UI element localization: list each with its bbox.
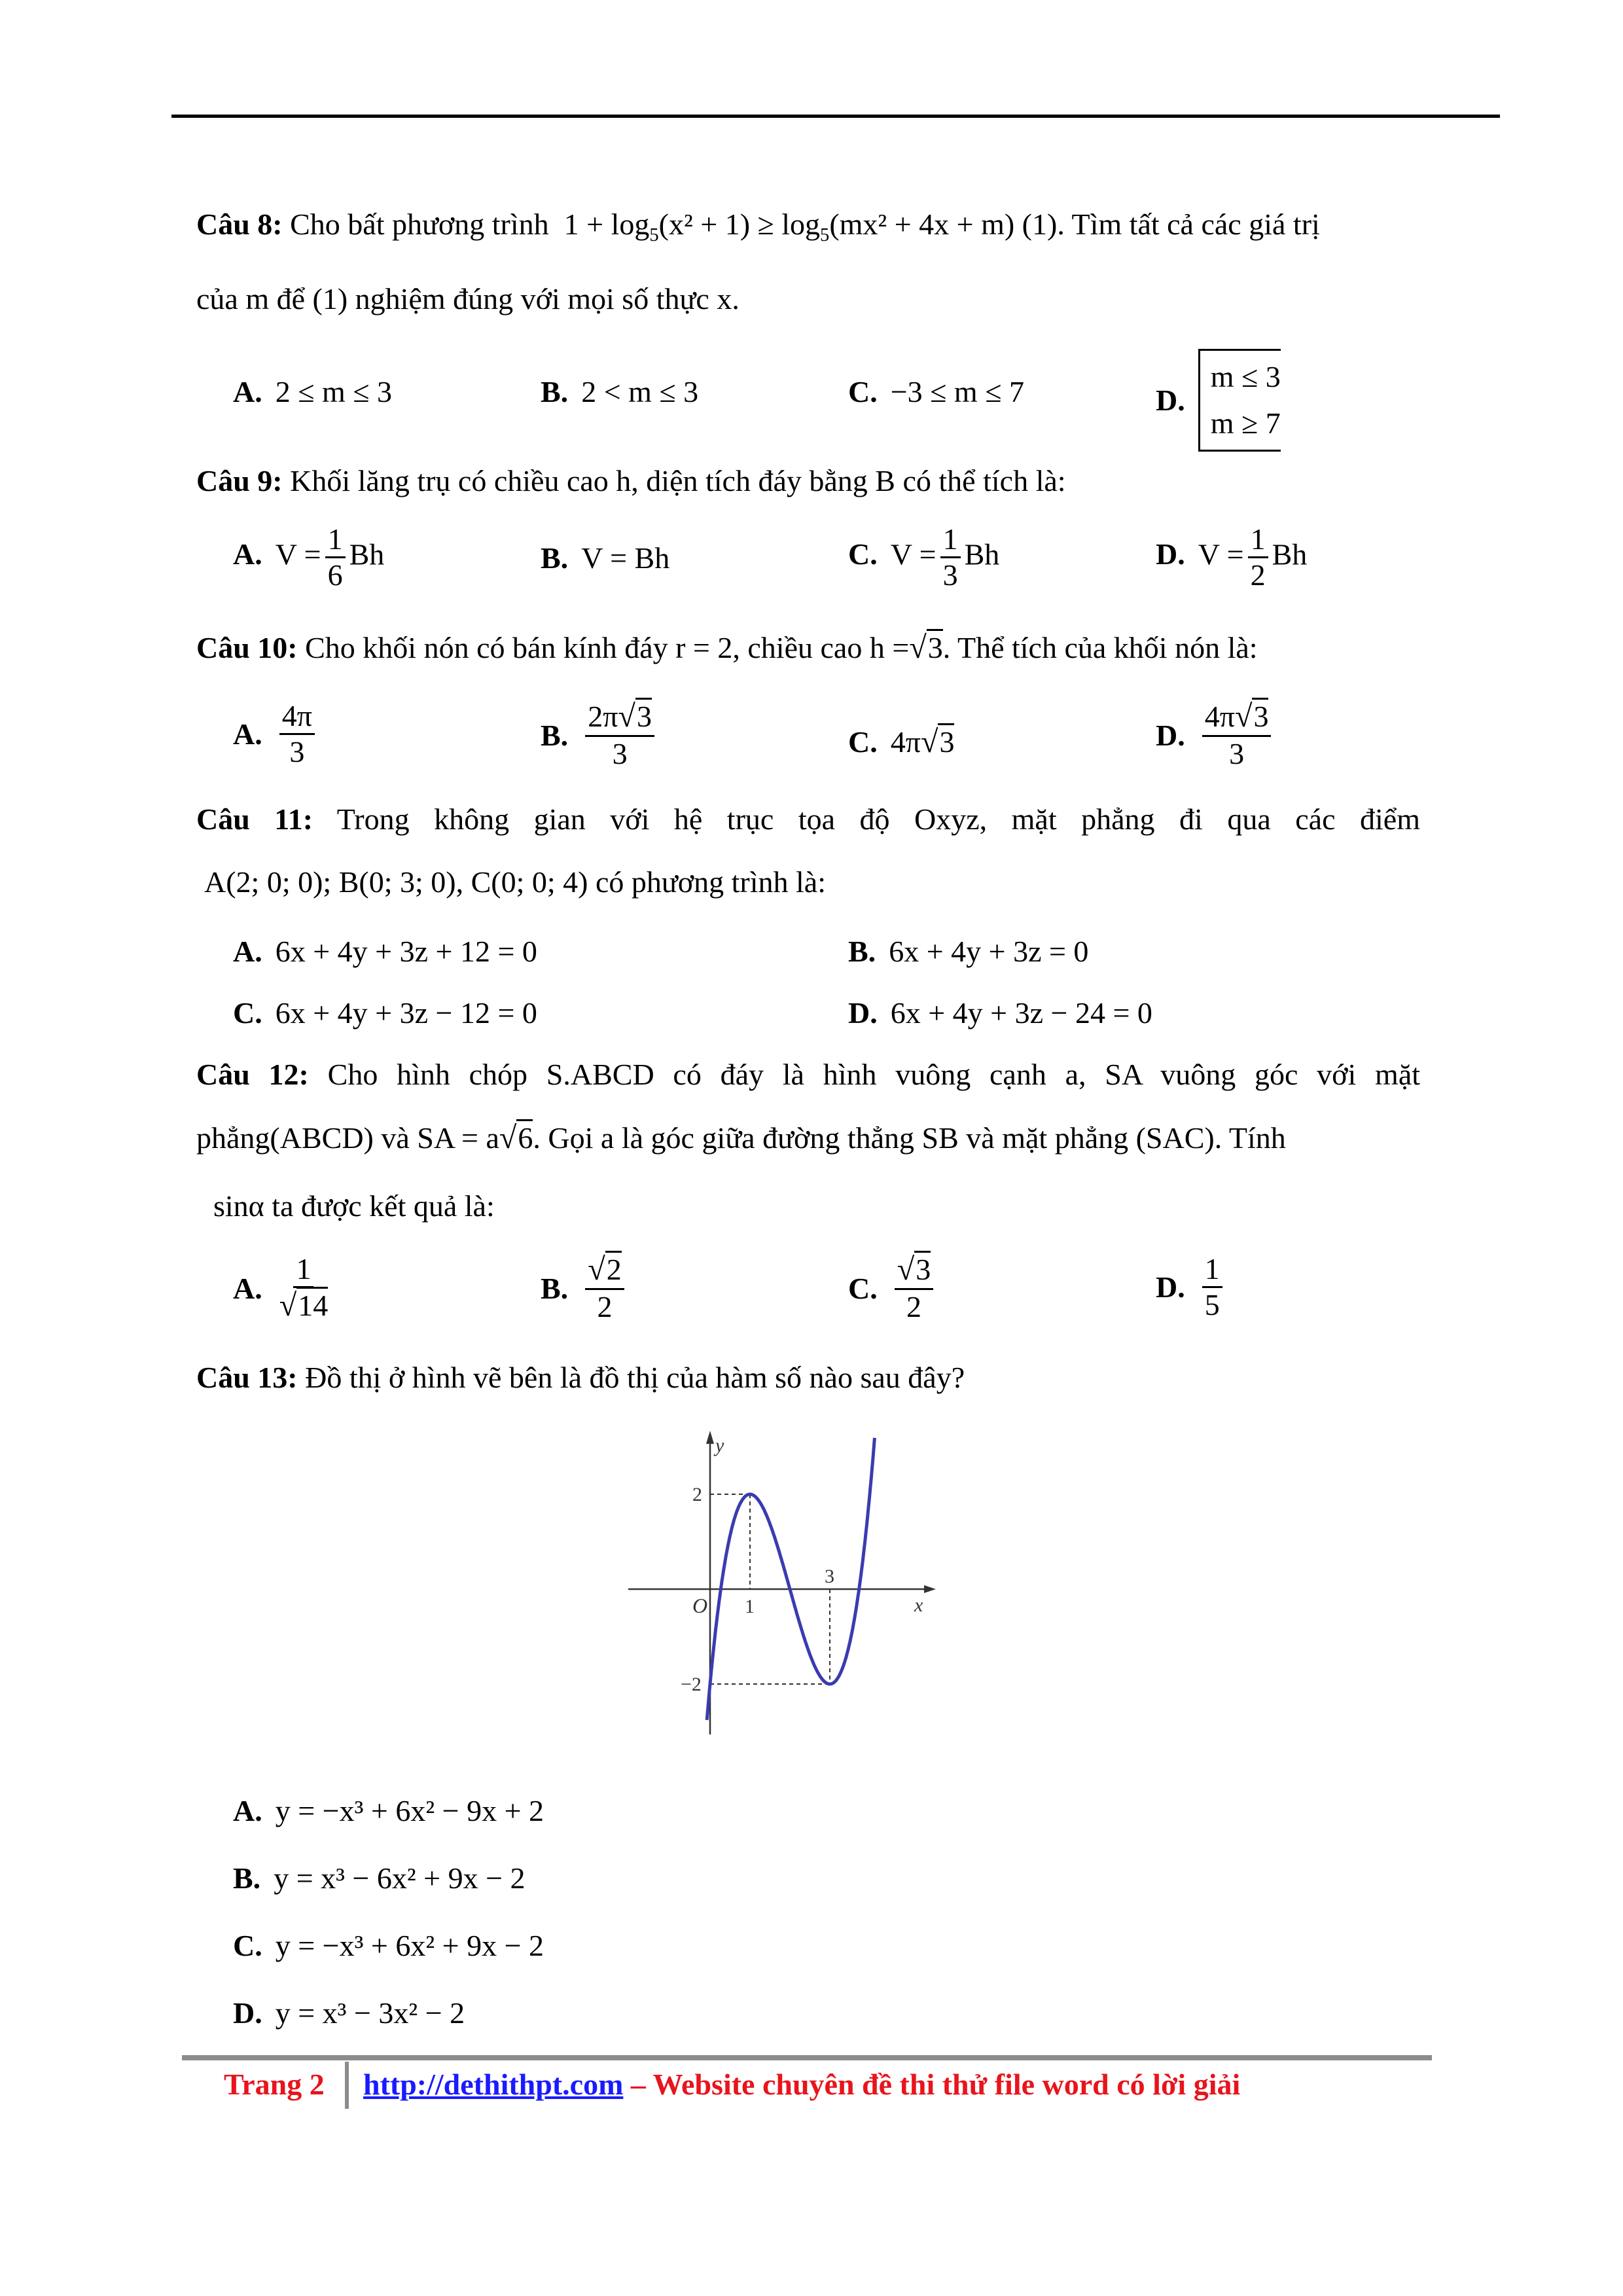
q13-option-b[interactable]: [233, 1861, 526, 1895]
function-graph: [628, 1427, 942, 1741]
q11-option-d-label: D.: [848, 996, 878, 1030]
q10-text2: . Thể tích của khối nón là:: [942, 631, 1258, 664]
q9-option-d-den: 2: [1250, 558, 1266, 592]
q11-option-a-label: A.: [233, 935, 262, 968]
radical-sign: √: [618, 699, 635, 734]
q13-option-d-value: y = x³ − 3x² − 2: [275, 1996, 465, 2030]
q10-option-c-rad: 3: [938, 723, 954, 759]
q9-option-a-pre: V =: [275, 537, 321, 571]
q9-option-a[interactable]: [233, 524, 384, 592]
q13-text: Đồ thị ở hình vẽ bên là đồ thị của hàm số nào sau đây?: [305, 1361, 965, 1394]
tick-y2: 2: [692, 1484, 702, 1505]
function-curve: [707, 1438, 874, 1720]
q11-option-d-value: 6x + 4y + 3z − 24 = 0: [890, 996, 1152, 1030]
q8-option-d[interactable]: [1156, 349, 1281, 452]
q10-line1: [196, 630, 1258, 665]
q12-option-b[interactable]: [541, 1253, 628, 1323]
q9-option-c-pre: V =: [890, 537, 936, 571]
q12-label: Câu 12:: [196, 1058, 309, 1091]
q8-line1: [196, 208, 1320, 245]
footer-page-label: Trang 2: [224, 2068, 325, 2101]
q10-label: Câu 10:: [196, 631, 298, 664]
footer-tagline: – Website chuyên đề thi thử file word có lời giải: [623, 2068, 1241, 2101]
q12-option-c-den: 2: [906, 1289, 921, 1323]
q13-option-d[interactable]: [233, 1996, 465, 2030]
q12-line3: sinα ta được kết quả là:: [213, 1189, 495, 1223]
q8-option-a-value: 2 ≤ m ≤ 3: [275, 375, 393, 408]
q11-line2: A(2; 0; 0); B(0; 3; 0), C(0; 0; 4) có phương trình là:: [204, 865, 826, 899]
q9-option-c-den: 3: [942, 558, 958, 592]
q10-option-d-label: D.: [1156, 718, 1185, 752]
q12-option-b-num-rad: 2: [605, 1251, 622, 1286]
q8-arg1: (x² + 1) ≥ log: [658, 207, 821, 241]
q11-text1: Trong không gian với hệ trục tọa độ Oxyz, mặt phẳng đi qua các điểm: [336, 802, 1420, 836]
q12-option-d-label: D.: [1156, 1270, 1185, 1304]
x-axis-label: x: [914, 1594, 923, 1616]
q13-option-a-label: A.: [233, 1794, 262, 1827]
q10-option-d-num-rad: 3: [1252, 698, 1268, 733]
q9-option-d-label: D.: [1156, 537, 1185, 571]
q8-base1: 5: [649, 224, 659, 245]
q8-arg2: (mx² + 4x + m) (1).: [829, 207, 1065, 241]
q9-option-d-num: 1: [1248, 524, 1268, 558]
q13-line1: [196, 1361, 965, 1395]
tick-ym2: −2: [681, 1674, 702, 1695]
q9-text: Khối lăng trụ có chiều cao h, diện tích đáy bằng B có thể tích là:: [290, 464, 1066, 497]
q11-option-d[interactable]: [848, 996, 1152, 1030]
q12-line1: [196, 1058, 1420, 1092]
q10-option-d[interactable]: [1156, 700, 1275, 770]
footer-rule: [182, 2055, 1432, 2060]
q9-option-d-pre: V =: [1198, 537, 1244, 571]
q8-option-d-value1: m ≤ 3: [1210, 360, 1281, 393]
q8-text2: Tìm tất cả các giá trị: [1071, 207, 1320, 241]
q10-option-b-num-rad: 3: [635, 698, 652, 733]
q9-option-b-value: V = Bh: [581, 541, 670, 575]
q8-option-b-value: 2 < m ≤ 3: [581, 375, 699, 408]
q12-option-c-num-rad: 3: [914, 1251, 931, 1286]
q10-option-c[interactable]: [848, 724, 954, 760]
q11-option-c[interactable]: [233, 996, 537, 1030]
q12-option-b-label: B.: [541, 1271, 569, 1305]
q11-option-c-label: C.: [233, 996, 262, 1030]
header-rule: [171, 115, 1500, 118]
radical-sign: √: [279, 1288, 297, 1323]
radical-sign: √: [909, 630, 927, 665]
q8-option-a[interactable]: [233, 374, 392, 409]
origin-label: O: [692, 1594, 708, 1617]
q9-option-c-label: C.: [848, 537, 878, 571]
q12-option-d-fraction: [1202, 1253, 1222, 1321]
q13-option-c-label: C.: [233, 1929, 262, 1962]
q8-option-d-value2: m ≥ 7: [1210, 406, 1281, 440]
q8-option-b-label: B.: [541, 375, 569, 408]
q10-option-c-label: C.: [848, 725, 878, 759]
q9-option-a-num: 1: [325, 524, 346, 558]
q13-option-a-value: y = −x³ + 6x² − 9x + 2: [275, 1794, 544, 1827]
q8-option-a-label: A.: [233, 375, 262, 408]
q12-text1: Cho hình chóp S.ABCD có đáy là hình vuông cạnh a, SA vuông góc với mặt: [327, 1058, 1421, 1091]
q9-option-a-label: A.: [233, 537, 262, 571]
q12-option-a-num: 1: [293, 1253, 313, 1288]
q9-option-c[interactable]: [848, 524, 999, 592]
q9-option-a-fraction: [325, 524, 346, 592]
q11-option-a-value: 6x + 4y + 3z + 12 = 0: [275, 935, 537, 968]
q13-option-c-value: y = −x³ + 6x² + 9x − 2: [275, 1929, 544, 1962]
y-axis-arrow: [706, 1431, 714, 1444]
q9-option-d-fraction: [1248, 524, 1268, 592]
q11-option-b-value: 6x + 4y + 3z = 0: [889, 935, 1089, 968]
q8-option-c[interactable]: [848, 374, 1024, 409]
q11-label: Câu 11:: [196, 802, 313, 836]
q10-option-d-den: 3: [1229, 736, 1245, 770]
q11-line1: [196, 803, 1420, 836]
q10-option-b-num: [585, 700, 654, 737]
q10-option-d-num: [1202, 700, 1272, 737]
q9-option-d-post: Bh: [1272, 537, 1308, 571]
q10-option-a-num: 4π: [279, 700, 315, 735]
q13-option-c[interactable]: [233, 1928, 544, 1963]
q10-option-b-fraction: [585, 700, 654, 770]
q10-option-b-label: B.: [541, 718, 569, 752]
q10-text1: Cho khối nón có bán kính đáy r = 2, chiều cao h =: [305, 631, 910, 664]
footer-separator: [345, 2062, 349, 2109]
q9-option-b-label: B.: [541, 541, 569, 575]
q9-option-c-fraction: [940, 524, 961, 592]
q12-option-a[interactable]: [233, 1253, 332, 1323]
q13-option-d-label: D.: [233, 1996, 262, 2030]
q10-option-b[interactable]: [541, 700, 658, 770]
q12-rad: 6: [516, 1119, 533, 1155]
radical-sign: √: [1234, 699, 1253, 734]
q13-option-b-value: y = x³ − 6x² + 9x − 2: [274, 1861, 526, 1895]
q13-option-a[interactable]: [233, 1793, 544, 1828]
q10-option-d-fraction: [1202, 700, 1272, 770]
q10-option-a[interactable]: [233, 700, 319, 768]
q9-line1: [196, 465, 1066, 498]
q12-option-a-den: [279, 1288, 329, 1323]
footer-link[interactable]: http://dethithpt.com: [363, 2068, 624, 2101]
q8-line2: của m để (1) nghiệm đúng với mọi số thực x.: [196, 282, 740, 315]
q11-option-b[interactable]: [848, 934, 1088, 969]
q12-option-a-label: A.: [233, 1271, 262, 1305]
q13-option-b-label: B.: [233, 1861, 261, 1895]
q13-label: Câu 13:: [196, 1361, 298, 1394]
q8-option-b[interactable]: [541, 374, 698, 409]
q9-label: Câu 9:: [196, 464, 283, 497]
q11-option-b-label: B.: [848, 935, 876, 968]
q9-option-c-post: Bh: [964, 537, 1000, 571]
radical-sign: √: [588, 1252, 605, 1287]
q10-option-d-num-pre: 4π: [1204, 700, 1235, 733]
q10-option-b-den: 3: [612, 736, 628, 770]
q10-option-a-den: 3: [289, 735, 305, 769]
q12-option-d[interactable]: [1156, 1253, 1226, 1321]
q12-line2a: phẳng(ABCD) và SA = a: [196, 1121, 499, 1155]
q10-rad: 3: [927, 629, 943, 664]
q12-option-b-num: [585, 1253, 624, 1290]
q10-option-c-pre: 4π: [890, 725, 921, 759]
q12-option-c-fraction: [895, 1253, 934, 1323]
q12-option-d-den: 5: [1204, 1288, 1220, 1322]
x-axis-arrow: [924, 1585, 936, 1593]
q9-option-d[interactable]: [1156, 524, 1307, 592]
q9-option-b[interactable]: [541, 541, 669, 575]
q12-option-d-num: 1: [1202, 1253, 1222, 1288]
q10-option-a-fraction: [279, 700, 315, 768]
q12-option-a-den-rad: 14: [296, 1287, 328, 1322]
q11-option-c-value: 6x + 4y + 3z − 12 = 0: [275, 996, 537, 1030]
q12-option-c-label: C.: [848, 1271, 878, 1305]
tick-x1: 1: [745, 1596, 755, 1617]
radical-sign: √: [499, 1121, 517, 1155]
q9-option-a-post: Bh: [349, 537, 385, 571]
q8-base2: 5: [820, 224, 830, 245]
q12-line2: [196, 1121, 1420, 1155]
q12-option-c-num: [895, 1253, 934, 1290]
q8-option-c-label: C.: [848, 375, 878, 408]
q9-option-a-den: 6: [327, 558, 343, 592]
tick-x3: 3: [825, 1566, 834, 1587]
q12-option-c[interactable]: [848, 1253, 937, 1323]
q8-option-d-bracket: [1198, 349, 1281, 452]
q11-option-a[interactable]: [233, 934, 537, 969]
q8-label: Câu 8:: [196, 207, 283, 241]
q10-option-b-num-pre: 2π: [588, 700, 618, 733]
radical-sign: √: [920, 725, 938, 759]
q12-option-b-fraction: [585, 1253, 624, 1323]
y-axis-label: y: [715, 1435, 724, 1456]
q12-option-a-fraction: [279, 1253, 329, 1323]
footer-text: [363, 2067, 1240, 2102]
q8-option-d-label: D.: [1156, 383, 1185, 417]
q12-line2b: . Gọi a là góc giữa đường thẳng SB và mặt phẳng (SAC). Tính: [533, 1121, 1286, 1155]
q9-option-c-num: 1: [940, 524, 961, 558]
q10-option-a-label: A.: [233, 717, 262, 751]
q12-option-b-den: 2: [597, 1289, 613, 1323]
q8-option-c-value: −3 ≤ m ≤ 7: [890, 375, 1024, 408]
radical-sign: √: [897, 1252, 915, 1287]
q8-lhs: 1 + log: [563, 207, 650, 241]
q8-text1: Cho bất phương trình: [290, 207, 549, 241]
